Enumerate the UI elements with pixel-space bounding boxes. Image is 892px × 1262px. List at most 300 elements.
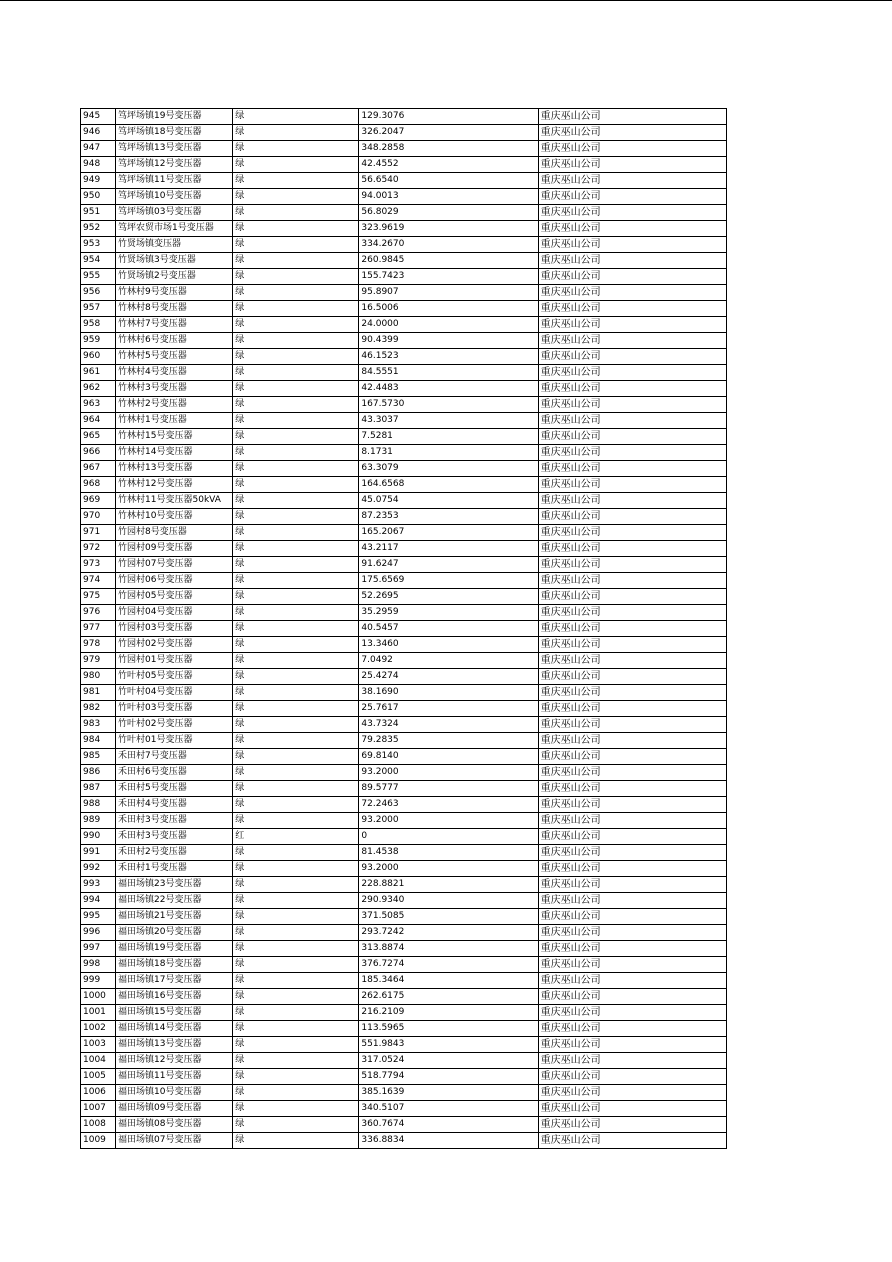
company-cell: 重庆巫山公司 [538,589,726,605]
company-cell: 重庆巫山公司 [538,893,726,909]
status-cell: 绿 [233,221,359,237]
transformer-name-cell: 竹林村4号变压器 [116,365,233,381]
status-cell: 绿 [233,445,359,461]
company-cell: 重庆巫山公司 [538,445,726,461]
row-index-cell: 985 [81,749,116,765]
status-cell: 绿 [233,157,359,173]
table-row [81,477,727,493]
company-cell: 重庆巫山公司 [538,493,726,509]
table-row [81,221,727,237]
transformer-name-cell: 竹林村14号变压器 [116,445,233,461]
status-cell: 绿 [233,285,359,301]
company-cell: 重庆巫山公司 [538,205,726,221]
transformer-name-cell: 福田场镇16号变压器 [116,989,233,1005]
table-row [81,701,727,717]
company-cell: 重庆巫山公司 [538,429,726,445]
row-index-cell: 1009 [81,1133,116,1149]
status-cell: 绿 [233,461,359,477]
row-index-cell: 1000 [81,989,116,1005]
table-row [81,413,727,429]
row-index-cell: 971 [81,525,116,541]
status-cell: 绿 [233,621,359,637]
company-cell: 重庆巫山公司 [538,813,726,829]
table-row [81,1005,727,1021]
status-cell: 绿 [233,701,359,717]
transformer-name-cell: 笃坪场镇18号变压器 [116,125,233,141]
company-cell: 重庆巫山公司 [538,669,726,685]
table-row [81,1053,727,1069]
company-cell: 重庆巫山公司 [538,1069,726,1085]
table-row [81,925,727,941]
company-cell: 重庆巫山公司 [538,1037,726,1053]
company-cell: 重庆巫山公司 [538,541,726,557]
row-index-cell: 970 [81,509,116,525]
status-cell: 绿 [233,925,359,941]
transformer-name-cell: 竹林村5号变压器 [116,349,233,365]
table-row [81,1101,727,1117]
company-cell: 重庆巫山公司 [538,157,726,173]
table-row [81,349,727,365]
value-cell: 25.4274 [359,669,538,685]
value-cell: 25.7617 [359,701,538,717]
company-cell: 重庆巫山公司 [538,525,726,541]
transformer-name-cell: 福田场镇15号变压器 [116,1005,233,1021]
table-row [81,989,727,1005]
value-cell: 90.4399 [359,333,538,349]
company-cell: 重庆巫山公司 [538,909,726,925]
status-cell: 绿 [233,429,359,445]
table-row [81,365,727,381]
row-index-cell: 1002 [81,1021,116,1037]
transformer-name-cell: 竹林村9号变压器 [116,285,233,301]
status-cell: 绿 [233,957,359,973]
value-cell: 95.8907 [359,285,538,301]
transformer-name-cell: 禾田村3号变压器 [116,813,233,829]
transformer-name-cell: 竹贤场镇3号变压器 [116,253,233,269]
status-cell: 绿 [233,989,359,1005]
row-index-cell: 951 [81,205,116,221]
value-cell: 93.2000 [359,765,538,781]
row-index-cell: 1007 [81,1101,116,1117]
table-row [81,749,727,765]
company-cell: 重庆巫山公司 [538,877,726,893]
table-row [81,765,727,781]
value-cell: 24.0000 [359,317,538,333]
transformer-name-cell: 禾田村4号变压器 [116,797,233,813]
company-cell: 重庆巫山公司 [538,365,726,381]
transformer-name-cell: 竹林村1号变压器 [116,413,233,429]
table-row [81,125,727,141]
transformer-name-cell: 竹林村3号变压器 [116,381,233,397]
company-cell: 重庆巫山公司 [538,781,726,797]
status-cell: 绿 [233,1133,359,1149]
row-index-cell: 982 [81,701,116,717]
table-row [81,733,727,749]
transformer-name-cell: 竹林村13号变压器 [116,461,233,477]
status-cell: 绿 [233,1117,359,1133]
status-cell: 绿 [233,397,359,413]
company-cell: 重庆巫山公司 [538,381,726,397]
row-index-cell: 979 [81,653,116,669]
transformer-name-cell: 笃坪场镇12号变压器 [116,157,233,173]
table-row [81,397,727,413]
company-cell: 重庆巫山公司 [538,461,726,477]
status-cell: 绿 [233,333,359,349]
row-index-cell: 966 [81,445,116,461]
value-cell: 113.5965 [359,1021,538,1037]
table-row [81,973,727,989]
row-index-cell: 968 [81,477,116,493]
status-cell: 绿 [233,365,359,381]
row-index-cell: 981 [81,685,116,701]
value-cell: 93.2000 [359,813,538,829]
transformer-name-cell: 福田场镇17号变压器 [116,973,233,989]
row-index-cell: 960 [81,349,116,365]
row-index-cell: 954 [81,253,116,269]
table-row [81,1021,727,1037]
transformer-name-cell: 竹林村8号变压器 [116,301,233,317]
value-cell: 371.5085 [359,909,538,925]
status-cell: 绿 [233,941,359,957]
value-cell: 93.2000 [359,861,538,877]
table-row [81,781,727,797]
table-row [81,461,727,477]
status-cell: 绿 [233,685,359,701]
transformer-name-cell: 福田场镇21号变压器 [116,909,233,925]
value-cell: 43.2117 [359,541,538,557]
row-index-cell: 972 [81,541,116,557]
transformer-name-cell: 福田场镇08号变压器 [116,1117,233,1133]
row-index-cell: 1004 [81,1053,116,1069]
status-cell: 绿 [233,637,359,653]
table-row [81,157,727,173]
value-cell: 72.2463 [359,797,538,813]
row-index-cell: 947 [81,141,116,157]
table-row [81,845,727,861]
row-index-cell: 962 [81,381,116,397]
status-cell: 绿 [233,845,359,861]
transformer-name-cell: 福田场镇13号变压器 [116,1037,233,1053]
transformer-name-cell: 福田场镇12号变压器 [116,1053,233,1069]
row-index-cell: 995 [81,909,116,925]
transformer-name-cell: 笃坪场镇11号变压器 [116,173,233,189]
company-cell: 重庆巫山公司 [538,509,726,525]
status-cell: 绿 [233,205,359,221]
company-cell: 重庆巫山公司 [538,733,726,749]
transformer-name-cell: 竹林村2号变压器 [116,397,233,413]
status-cell: 绿 [233,605,359,621]
table-row [81,141,727,157]
value-cell: 35.2959 [359,605,538,621]
value-cell: 228.8821 [359,877,538,893]
status-cell: 绿 [233,317,359,333]
row-index-cell: 994 [81,893,116,909]
transformer-name-cell: 笃坪农贸市场1号变压器 [116,221,233,237]
value-cell: 91.6247 [359,557,538,573]
value-cell: 336.8834 [359,1133,538,1149]
row-index-cell: 949 [81,173,116,189]
row-index-cell: 988 [81,797,116,813]
value-cell: 63.3079 [359,461,538,477]
company-cell: 重庆巫山公司 [538,749,726,765]
transformer-table [80,108,727,1149]
company-cell: 重庆巫山公司 [538,317,726,333]
table-row [81,237,727,253]
status-cell: 绿 [233,525,359,541]
company-cell: 重庆巫山公司 [538,845,726,861]
value-cell: 165.2067 [359,525,538,541]
value-cell: 164.6568 [359,477,538,493]
company-cell: 重庆巫山公司 [538,957,726,973]
table-row [81,381,727,397]
table-row [81,205,727,221]
status-cell: 绿 [233,349,359,365]
row-index-cell: 945 [81,109,116,125]
row-index-cell: 1003 [81,1037,116,1053]
status-cell: 绿 [233,813,359,829]
company-cell: 重庆巫山公司 [538,189,726,205]
status-cell: 绿 [233,781,359,797]
value-cell: 348.2858 [359,141,538,157]
table-row [81,493,727,509]
status-cell: 红 [233,829,359,845]
table-row [81,445,727,461]
status-cell: 绿 [233,589,359,605]
value-cell: 46.1523 [359,349,538,365]
value-cell: 185.3464 [359,973,538,989]
status-cell: 绿 [233,541,359,557]
transformer-name-cell: 竹叶村02号变压器 [116,717,233,733]
transformer-name-cell: 竹林村15号变压器 [116,429,233,445]
transformer-name-cell: 竹园村06号变压器 [116,573,233,589]
company-cell: 重庆巫山公司 [538,925,726,941]
company-cell: 重庆巫山公司 [538,173,726,189]
transformer-name-cell: 禾田村2号变压器 [116,845,233,861]
transformer-name-cell: 福田场镇22号变压器 [116,893,233,909]
row-index-cell: 975 [81,589,116,605]
table-row [81,653,727,669]
status-cell: 绿 [233,509,359,525]
row-index-cell: 955 [81,269,116,285]
table-row [81,909,727,925]
status-cell: 绿 [233,877,359,893]
status-cell: 绿 [233,1037,359,1053]
status-cell: 绿 [233,1085,359,1101]
table-row [81,717,727,733]
row-index-cell: 986 [81,765,116,781]
company-cell: 重庆巫山公司 [538,653,726,669]
value-cell: 167.5730 [359,397,538,413]
table-row [81,877,727,893]
transformer-name-cell: 竹叶村03号变压器 [116,701,233,717]
row-index-cell: 952 [81,221,116,237]
value-cell: 340.5107 [359,1101,538,1117]
status-cell: 绿 [233,973,359,989]
table-row [81,573,727,589]
row-index-cell: 1005 [81,1069,116,1085]
row-index-cell: 965 [81,429,116,445]
value-cell: 260.9845 [359,253,538,269]
page-top-border [0,0,892,1]
row-index-cell: 957 [81,301,116,317]
transformer-name-cell: 笃坪场镇19号变压器 [116,109,233,125]
table-body [81,109,727,1149]
transformer-name-cell: 禾田村7号变压器 [116,749,233,765]
row-index-cell: 999 [81,973,116,989]
table-row [81,605,727,621]
company-cell: 重庆巫山公司 [538,125,726,141]
company-cell: 重庆巫山公司 [538,1053,726,1069]
value-cell: 7.0492 [359,653,538,669]
company-cell: 重庆巫山公司 [538,477,726,493]
transformer-name-cell: 竹叶村05号变压器 [116,669,233,685]
row-index-cell: 961 [81,365,116,381]
company-cell: 重庆巫山公司 [538,941,726,957]
table-row [81,189,727,205]
row-index-cell: 950 [81,189,116,205]
row-index-cell: 974 [81,573,116,589]
status-cell: 绿 [233,237,359,253]
row-index-cell: 987 [81,781,116,797]
transformer-name-cell: 竹园村8号变压器 [116,525,233,541]
value-cell: 7.5281 [359,429,538,445]
row-index-cell: 956 [81,285,116,301]
company-cell: 重庆巫山公司 [538,285,726,301]
transformer-name-cell: 竹园村01号变压器 [116,653,233,669]
value-cell: 38.1690 [359,685,538,701]
row-index-cell: 1006 [81,1085,116,1101]
value-cell: 87.2353 [359,509,538,525]
company-cell: 重庆巫山公司 [538,301,726,317]
status-cell: 绿 [233,301,359,317]
company-cell: 重庆巫山公司 [538,1085,726,1101]
value-cell: 79.2835 [359,733,538,749]
status-cell: 绿 [233,125,359,141]
table-row [81,893,727,909]
company-cell: 重庆巫山公司 [538,765,726,781]
transformer-name-cell: 竹叶村04号变压器 [116,685,233,701]
value-cell: 43.3037 [359,413,538,429]
row-index-cell: 1008 [81,1117,116,1133]
company-cell: 重庆巫山公司 [538,109,726,125]
table-row [81,941,727,957]
table-row [81,269,727,285]
table-row [81,813,727,829]
value-cell: 13.3460 [359,637,538,653]
table-row [81,285,727,301]
transformer-name-cell: 福田场镇14号变压器 [116,1021,233,1037]
table-row [81,589,727,605]
company-cell: 重庆巫山公司 [538,637,726,653]
table-row [81,317,727,333]
transformer-name-cell: 竹园村03号变压器 [116,621,233,637]
value-cell: 56.6540 [359,173,538,189]
transformer-name-cell: 笃坪场镇03号变压器 [116,205,233,221]
status-cell: 绿 [233,173,359,189]
table-row [81,1117,727,1133]
company-cell: 重庆巫山公司 [538,349,726,365]
value-cell: 8.1731 [359,445,538,461]
row-index-cell: 964 [81,413,116,429]
value-cell: 81.4538 [359,845,538,861]
transformer-name-cell: 竹园村09号变压器 [116,541,233,557]
company-cell: 重庆巫山公司 [538,797,726,813]
transformer-name-cell: 福田场镇23号变压器 [116,877,233,893]
row-index-cell: 969 [81,493,116,509]
transformer-name-cell: 竹林村10号变压器 [116,509,233,525]
value-cell: 290.9340 [359,893,538,909]
company-cell: 重庆巫山公司 [538,989,726,1005]
table-row [81,621,727,637]
value-cell: 52.2695 [359,589,538,605]
company-cell: 重庆巫山公司 [538,1021,726,1037]
table-row [81,525,727,541]
transformer-name-cell: 福田场镇09号变压器 [116,1101,233,1117]
transformer-name-cell: 福田场镇10号变压器 [116,1085,233,1101]
row-index-cell: 973 [81,557,116,573]
status-cell: 绿 [233,1101,359,1117]
row-index-cell: 953 [81,237,116,253]
row-index-cell: 989 [81,813,116,829]
table-row [81,557,727,573]
table-row [81,1069,727,1085]
status-cell: 绿 [233,413,359,429]
status-cell: 绿 [233,477,359,493]
status-cell: 绿 [233,749,359,765]
transformer-name-cell: 福田场镇19号变压器 [116,941,233,957]
transformer-name-cell: 福田场镇18号变压器 [116,957,233,973]
status-cell: 绿 [233,861,359,877]
value-cell: 323.9619 [359,221,538,237]
value-cell: 313.8874 [359,941,538,957]
value-cell: 84.5551 [359,365,538,381]
status-cell: 绿 [233,1053,359,1069]
company-cell: 重庆巫山公司 [538,253,726,269]
value-cell: 175.6569 [359,573,538,589]
table-row [81,669,727,685]
table-row [81,429,727,445]
value-cell: 385.1639 [359,1085,538,1101]
table-row [81,861,727,877]
company-cell: 重庆巫山公司 [538,557,726,573]
status-cell: 绿 [233,1005,359,1021]
transformer-name-cell: 竹林村11号变压器50kVA [116,493,233,509]
table-row [81,957,727,973]
row-index-cell: 976 [81,605,116,621]
transformer-name-cell: 福田场镇07号变压器 [116,1133,233,1149]
table-row [81,637,727,653]
transformer-name-cell: 竹贤场镇2号变压器 [116,269,233,285]
row-index-cell: 997 [81,941,116,957]
company-cell: 重庆巫山公司 [538,141,726,157]
value-cell: 326.2047 [359,125,538,141]
company-cell: 重庆巫山公司 [538,685,726,701]
transformer-name-cell: 竹园村05号变压器 [116,589,233,605]
status-cell: 绿 [233,1069,359,1085]
company-cell: 重庆巫山公司 [538,333,726,349]
transformer-name-cell: 笃坪场镇10号变压器 [116,189,233,205]
table-row [81,685,727,701]
value-cell: 89.5777 [359,781,538,797]
company-cell: 重庆巫山公司 [538,237,726,253]
table-row [81,797,727,813]
status-cell: 绿 [233,717,359,733]
value-cell: 69.8140 [359,749,538,765]
transformer-name-cell: 禾田村5号变压器 [116,781,233,797]
company-cell: 重庆巫山公司 [538,573,726,589]
status-cell: 绿 [233,669,359,685]
row-index-cell: 963 [81,397,116,413]
